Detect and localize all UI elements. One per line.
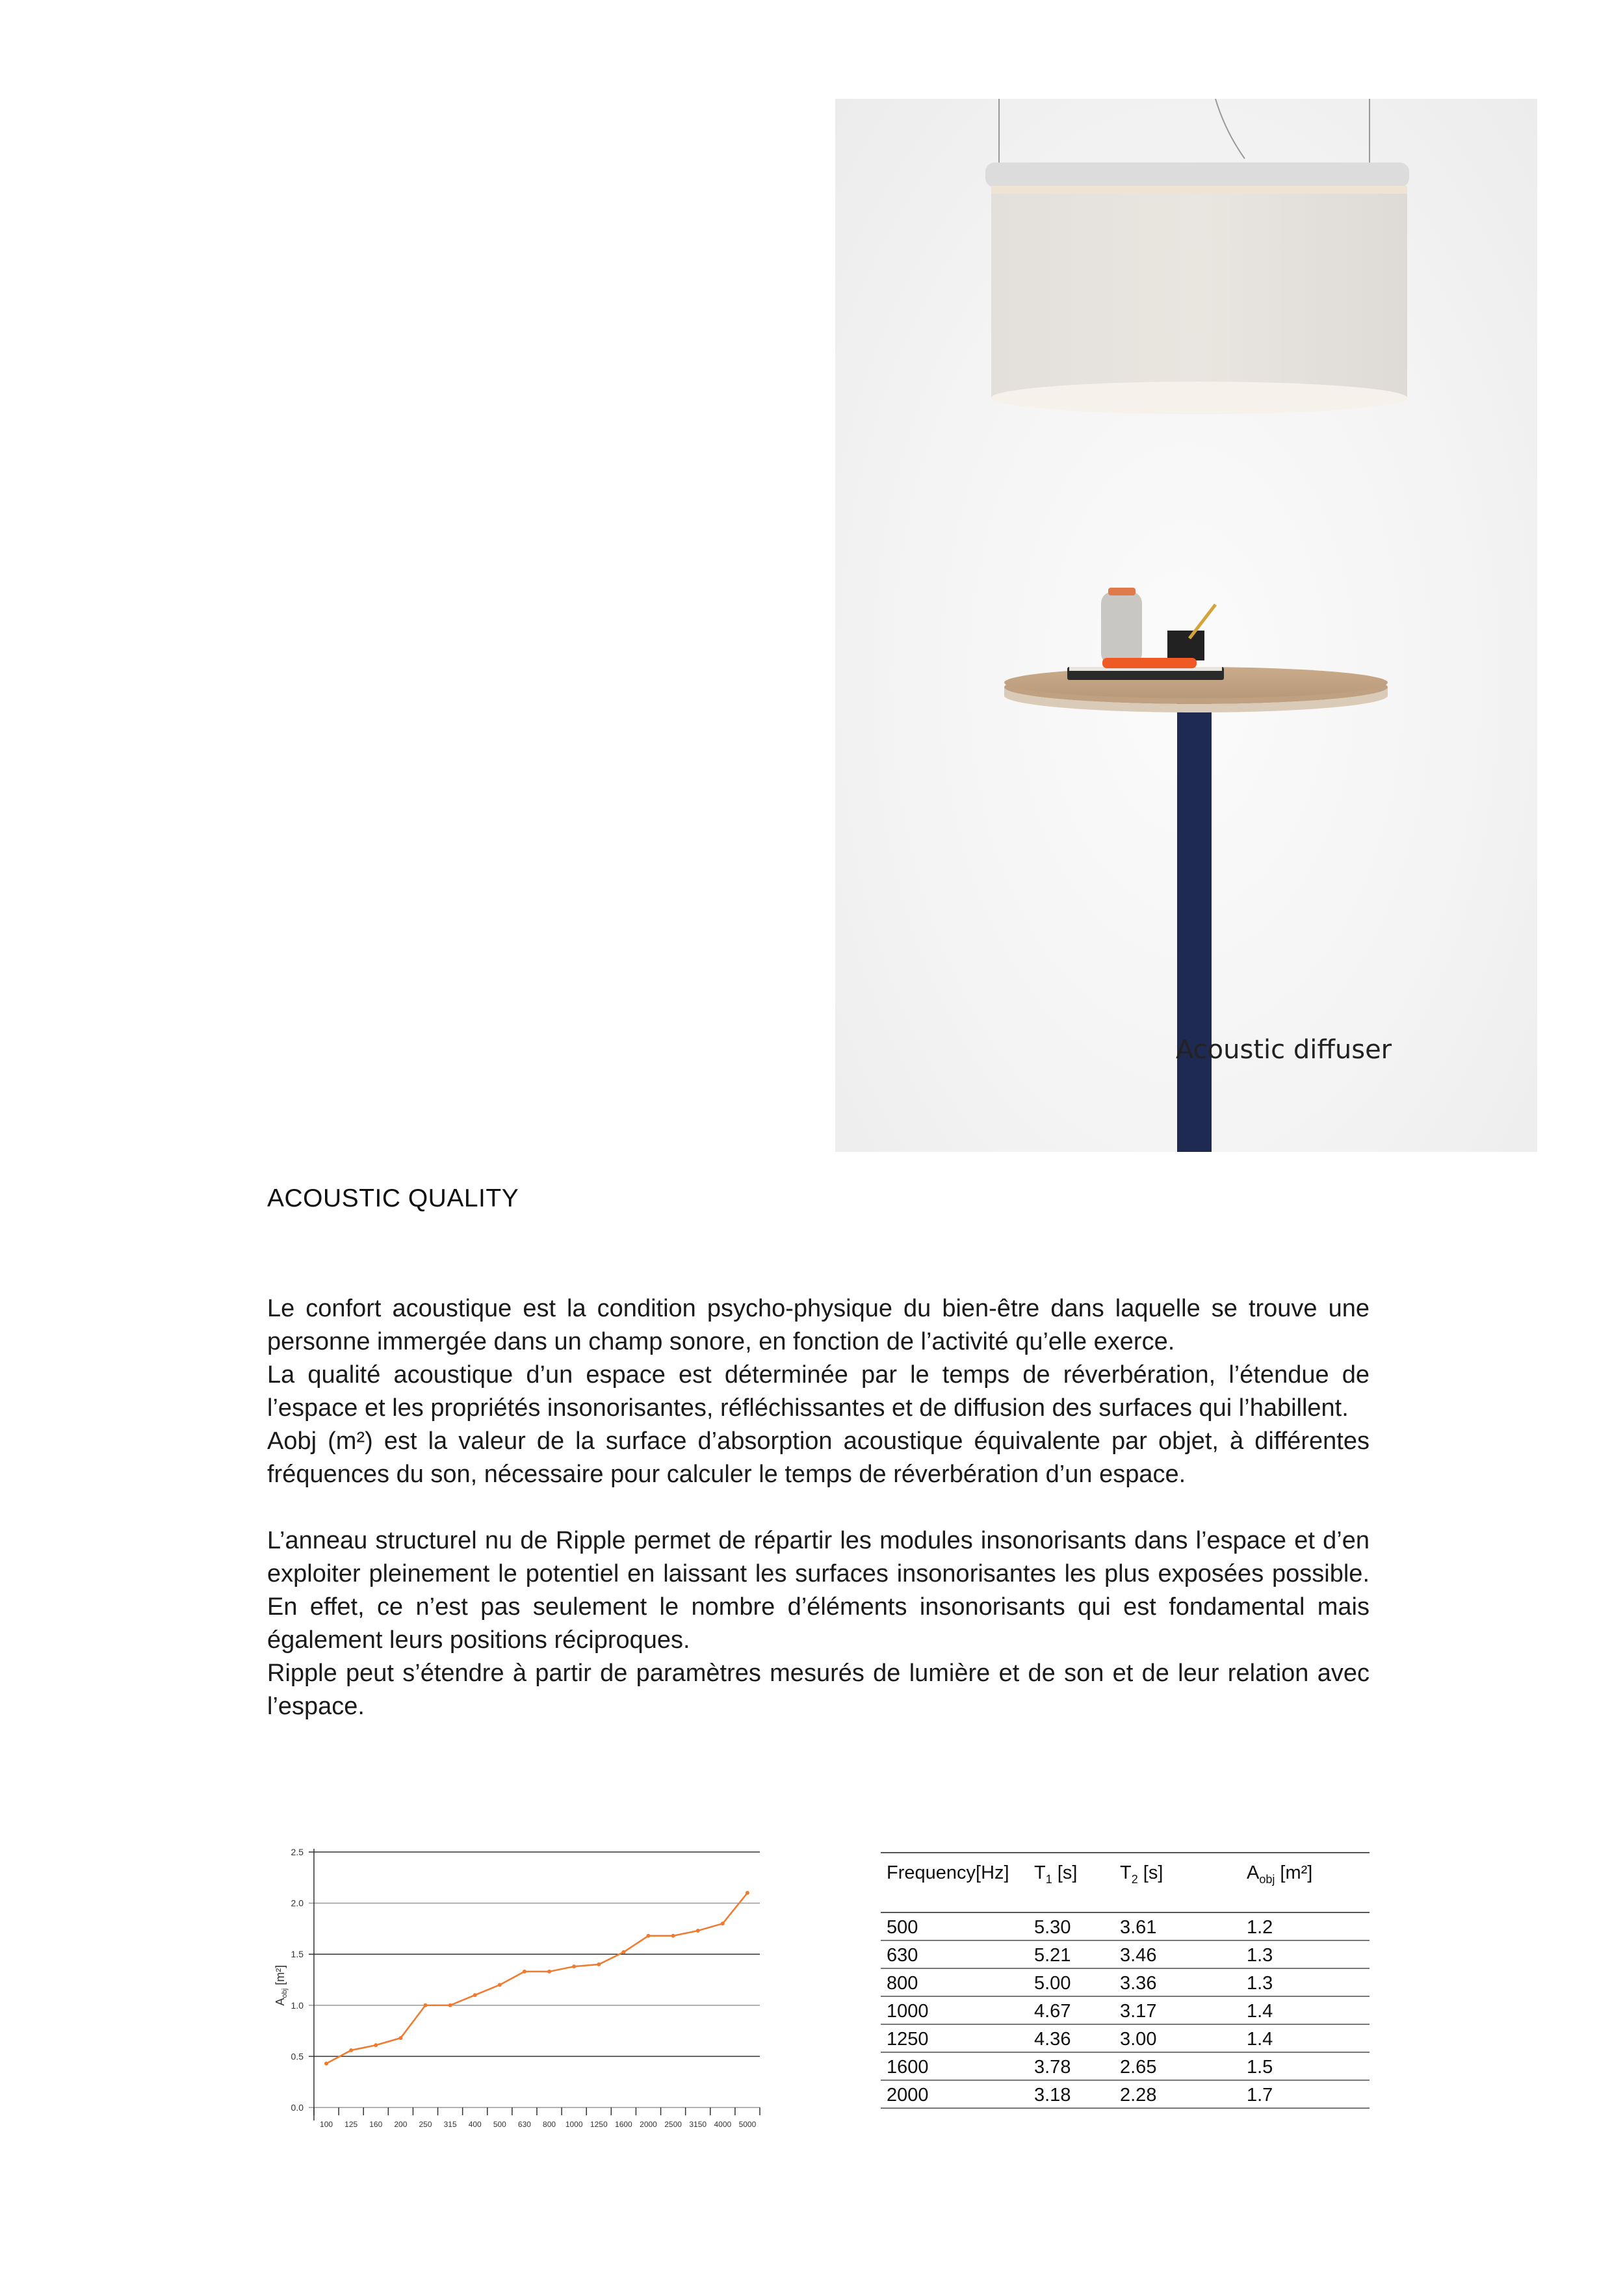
table-cell: 1.2 [1247, 1917, 1273, 1938]
data-point [621, 1950, 625, 1954]
x-tick-label: 100 [320, 2120, 333, 2129]
table-cell: 1.3 [1247, 1945, 1273, 1966]
x-tick-label: 160 [369, 2120, 383, 2129]
absorption-chart [266, 1843, 773, 2135]
acoustic-lamp [985, 163, 1409, 414]
table-row [881, 2081, 1370, 2109]
x-tick-label: 3150 [689, 2120, 707, 2129]
table-cell: 800 [887, 1973, 918, 1994]
table-row [881, 1913, 1370, 1941]
y-tick-label: 0.0 [291, 2102, 304, 2113]
table-row [881, 1969, 1370, 1997]
x-tick-label: 315 [443, 2120, 457, 2129]
header-aobj: $A_{obj}$ [m²] [1247, 1862, 1313, 1886]
table-cell: 2000 [887, 2085, 929, 2106]
acoustic-data-table [881, 1852, 1370, 2109]
header-t2: $T_2$ [s] [1120, 1862, 1163, 1886]
x-tick-label: 400 [468, 2120, 482, 2129]
x-tick-label: 2500 [664, 2120, 682, 2129]
table-cell: 500 [887, 1917, 918, 1938]
data-point [721, 1922, 725, 1925]
data-point [349, 2048, 353, 2052]
x-tick-label: 250 [419, 2120, 432, 2129]
table-cell: 3.36 [1120, 1973, 1157, 1994]
table-cell: 1.4 [1247, 2029, 1273, 2050]
x-tick-label: 4000 [714, 2120, 732, 2129]
paragraph: L’anneau structurel nu de Ripple permet de répartir les modules insonorisants dans l’espace et d’en exploiter pleinement le potentiel en laissant les surfaces insonorisantes les plus exposées possible. En effet, ce n’est pas seulement le nombre d’éléments insonorisants qui est fondamental mais également leurs positions réciproques. [267, 1527, 1370, 1654]
table-cell: 1000 [887, 2001, 929, 2022]
data-point [671, 1934, 675, 1938]
paragraph: Le confort acoustique est la condition psycho-physique du bien-être dans laquelle se trouve une personne immergée dans un champ sonore, en fonction de l’activité qu’elle exerce. [267, 1295, 1370, 1355]
data-point [597, 1963, 601, 1966]
table-cell: 5.00 [1034, 1973, 1071, 1994]
table-cell: 1250 [887, 2029, 929, 2050]
data-point [523, 1970, 526, 1974]
data-point [746, 1891, 749, 1895]
header-t1: $T_1$ [s] [1034, 1862, 1078, 1886]
y-tick-label: 1.0 [291, 2000, 304, 2011]
body-text [267, 1292, 1370, 1723]
table-cell: 5.30 [1034, 1917, 1071, 1938]
data-point [696, 1929, 700, 1933]
table-cell: 1.7 [1247, 2085, 1273, 2106]
table-cell: 3.17 [1120, 2001, 1157, 2022]
table-cell: 5.21 [1034, 1945, 1071, 1966]
table-cell: 2.65 [1120, 2057, 1157, 2078]
header-frequency: Frequency[Hz] [887, 1862, 1009, 1883]
table-row [881, 1997, 1370, 2025]
table-cell: 3.61 [1120, 1917, 1157, 1938]
suspension-cables [999, 99, 1370, 164]
y-tick-label: 0.5 [291, 2051, 304, 2062]
table-cell: 630 [887, 1945, 918, 1966]
series-line [326, 1893, 747, 2064]
section-heading: ACOUSTIC QUALITY [267, 1184, 519, 1212]
table-cell: 1.4 [1247, 2001, 1273, 2022]
lamp-table-illustration [835, 99, 1537, 1152]
table-row [881, 2053, 1370, 2081]
paragraph: Aobj (m²) est la valeur de la surface d’absorption acoustique équivalente par objet, à différentes fréquences du son, nécessaire pour calculer le temps de réverbération d’un espace. [267, 1428, 1370, 1488]
data-point [324, 2061, 328, 2065]
x-tick-label: 1000 [565, 2120, 583, 2129]
table-cell: 1.5 [1247, 2057, 1273, 2078]
x-tick-label: 200 [394, 2120, 408, 2129]
data-point [398, 2036, 402, 2040]
table-cell: 4.67 [1034, 2001, 1071, 2022]
table-cell: 2.28 [1120, 2085, 1157, 2106]
data-point [473, 1993, 477, 1997]
table-header [881, 1852, 1370, 1913]
table-cell: 1.3 [1247, 1973, 1273, 1994]
table-row [881, 2025, 1370, 2053]
data-point [572, 1964, 576, 1968]
paragraph: La qualité acoustique d’un espace est déterminée par le temps de réverbération, l’étendue de l’espace et les propriétés insonorisantes, réfléchissantes et de diffusion des surfaces qui l’habillent. [267, 1361, 1370, 1422]
x-tick-label: 630 [517, 2120, 531, 2129]
side-table [1004, 588, 1388, 1152]
y-tick-label: 1.5 [291, 1949, 304, 1960]
table-cell: 4.36 [1034, 2029, 1071, 2050]
data-point [374, 2043, 378, 2047]
y-tick-label: 2.5 [291, 1847, 304, 1857]
x-tick-label: 1250 [590, 2120, 608, 2129]
data-point [498, 1983, 502, 1987]
table-cell: 3.78 [1034, 2057, 1071, 2078]
x-tick-label: 1600 [615, 2120, 632, 2129]
y-axis-label: $A_{obj}$ [m²] [274, 1964, 289, 2006]
data-point [647, 1934, 651, 1938]
table-cell: 3.00 [1120, 2029, 1157, 2050]
table-row [881, 1941, 1370, 1969]
table-cell: 1600 [887, 2057, 929, 2078]
product-photo [835, 99, 1537, 1152]
x-tick-label: 500 [493, 2120, 506, 2129]
data-point [448, 2003, 452, 2007]
data-point [547, 1970, 551, 1974]
y-tick-label: 2.0 [291, 1898, 304, 1909]
x-tick-label: 125 [344, 2120, 358, 2129]
paragraph: Ripple peut s’étendre à partir de paramètres mesurés de lumière et de son et de leur relation avec l’espace. [267, 1660, 1370, 1720]
x-tick-label: 5000 [738, 2120, 757, 2129]
data-point [424, 2003, 428, 2007]
x-tick-label: 800 [543, 2120, 556, 2129]
x-tick-label: 2000 [640, 2120, 657, 2129]
table-cell: 3.46 [1120, 1945, 1157, 1966]
photo-caption: Acoustic diffuser [1176, 1035, 1392, 1065]
table-cell: 3.18 [1034, 2085, 1071, 2106]
